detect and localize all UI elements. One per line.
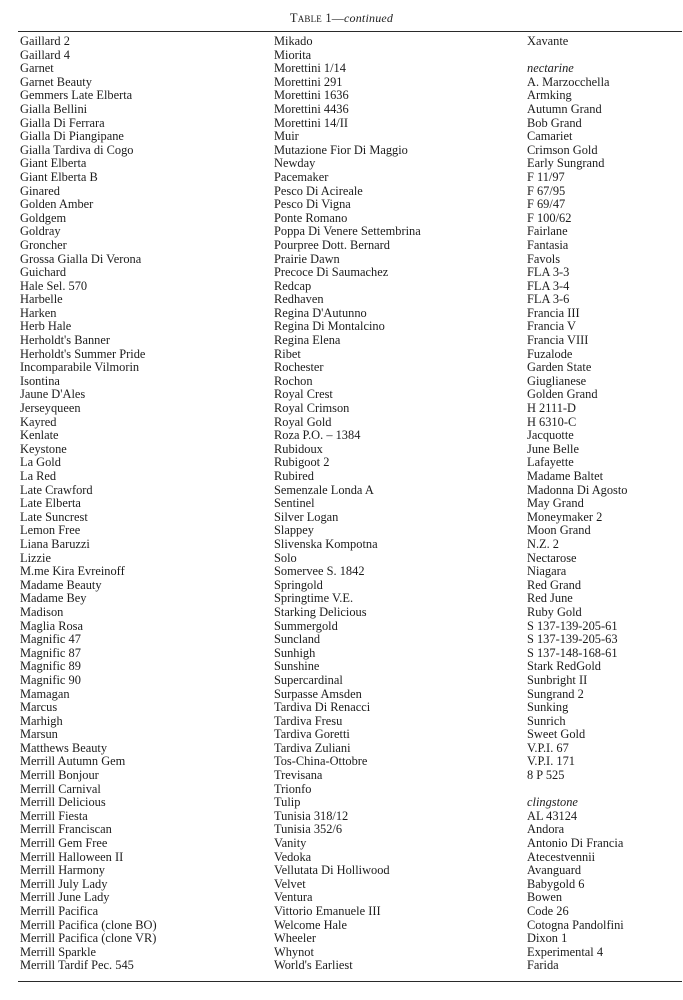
variety-name: Starking Delicious [274,604,367,619]
variety-name: Rochon [274,373,313,388]
row-gap [527,783,628,797]
variety-name: Mutazione Fior Di Maggio [274,142,408,157]
variety-name: Ponte Romano [274,210,348,225]
variety-name: Rubigoot 2 [274,455,330,470]
variety-name: Morettini 1636 [274,88,349,103]
variety-name: Merrill Franciscan [20,822,112,837]
variety-name: Red Grand [527,577,582,592]
variety-name: Francia VIII [527,333,589,348]
variety-name: Suncland [274,632,321,647]
variety-name: Rochester [274,360,324,375]
variety-name: Groncher [20,237,67,252]
variety-name: Pesco Di Acireale [274,183,363,198]
variety-name: Xavante [527,34,569,48]
variety-name: Gaillard 4 [20,47,70,62]
variety-name: S 137-148-168-61 [527,645,618,660]
variety-name: Gemmers Late Elberta [20,88,133,103]
variety-name: Herholdt's Banner [20,333,110,348]
variety-name: Niagara [527,564,567,579]
variety-name: Pourpree Dott. Bernard [274,237,390,252]
variety-name: Jacquotte [527,428,574,443]
variety-name: H 2111-D [527,401,576,416]
variety-name: Liana Baruzzi [20,536,90,551]
variety-name: Fairlane [527,224,568,239]
variety-name: H 6310-C [527,414,577,429]
variety-name: Morettini 4436 [274,101,349,116]
variety-name: Francia V [527,319,576,334]
variety-name: Goldray [20,224,61,239]
variety-name: Supercardinal [274,672,343,687]
variety-name: Solo [274,550,297,565]
variety-name: Sunshine [274,659,320,674]
variety-name: Tardiva Fresu [274,713,343,728]
variety-name: Fantasia [527,237,569,252]
variety-name: Merrill Tardif Pec. 545 [20,958,134,973]
variety-name: F 100/62 [527,210,572,225]
variety-name: Late Crawford [20,482,93,497]
variety-name: Babygold 6 [527,876,585,891]
variety-name: Pacemaker [274,169,329,184]
variety-name: Tulip [274,795,301,810]
variety-name: Madame Baltet [527,469,604,483]
variety-name: La Red [20,469,57,483]
variety-name: Guichard [20,265,67,280]
bottom-rule [18,981,682,982]
variety-name: Incomparabile Vilmorin [20,360,140,375]
variety-name: Matthews Beauty [20,740,108,755]
caption-dash: — [331,11,344,25]
variety-name: Magnific 90 [20,672,81,687]
variety-name: Regina Di Montalcino [274,319,385,334]
continued-label: continued [344,11,394,25]
variety-name: Merrill Halloween II [20,849,124,864]
variety-name: Garden State [527,360,592,375]
variety-name: Tunisia 352/6 [274,822,343,837]
variety-name: Madison [20,604,64,619]
variety-name: Bob Grand [527,115,582,130]
variety-name: Silver Logan [274,509,339,524]
variety-name: F 11/97 [527,169,565,184]
variety-name: Late Suncrest [20,509,88,524]
variety-name: A. Marzocchella [527,74,610,89]
variety-name: Autumn Grand [527,101,602,116]
variety-name: Royal Crimson [274,401,350,416]
variety-name: FLA 3-6 [527,292,570,307]
variety-name: Giant Elberta B [20,169,98,184]
variety-name: Redhaven [274,292,324,307]
variety-name: Merrill Pacifica [20,904,99,918]
column-2 [274,35,421,973]
variety-name: Surpasse Amsden [274,686,362,701]
variety-name: Madame Bey [20,591,87,606]
variety-name: Mamagan [20,686,70,701]
variety-name: Herholdt's Summer Pride [20,346,146,361]
variety-name: Madonna Di Agosto [527,482,628,497]
variety-name: Redcap [274,278,312,293]
variety-name: Regina Elena [274,333,341,348]
variety-name: Newday [274,156,316,171]
variety-name: Morettini 291 [274,74,343,89]
variety-name: Garnet Beauty [20,74,92,89]
variety-name: Tardiva Zuliani [274,740,351,755]
variety-name: Royal Gold [274,414,332,429]
variety-name: Pesco Di Vigna [274,197,351,212]
variety-name: June Belle [527,441,579,456]
section-heading-nectarine: nectarine [527,61,574,76]
variety-name: Semenzale Londa A [274,482,374,497]
variety-name: Roza P.O. – 1384 [274,428,361,443]
variety-name: Herb Hale [20,319,72,334]
variety-name: Hale Sel. 570 [20,278,88,293]
variety-name: Garnet [20,61,54,76]
variety-name: Vellutata Di Holliwood [274,863,390,878]
variety-name: Slivenska Kompotna [274,536,378,551]
variety-name: Francia III [527,305,580,320]
variety-name: Morettini 14/II [274,115,348,130]
variety-name: Wheeler [274,931,316,946]
variety-name: Tardiva Goretti [274,727,350,742]
variety-name: Harken [20,305,57,320]
variety-name: 8 P 525 [527,768,565,783]
variety-name: Merrill Pacifica (clone VR) [20,931,157,946]
variety-name: Moneymaker 2 [527,509,603,524]
variety-name: Prairie Dawn [274,251,340,266]
variety-name: Crimson Gold [527,142,598,157]
variety-name: Welcome Hale [274,917,347,932]
variety-name: Slappey [274,523,314,538]
variety-name: May Grand [527,496,584,511]
variety-name: Grossa Gialla Di Verona [20,251,142,266]
variety-name: S 137-139-205-61 [527,618,618,633]
section-heading-clingstone: clingstone [527,795,578,810]
variety-name: Stark RedGold [527,659,601,674]
variety-name: Sentinel [274,496,315,511]
table-label: Table 1 [289,11,332,25]
variety-name: Muir [274,129,299,144]
variety-name: Merrill Fiesta [20,808,88,823]
variety-name: Regina D'Autunno [274,305,367,320]
variety-name: M.me Kira Evreinoff [20,564,125,579]
variety-name: Moon Grand [527,523,591,538]
variety-name: Sweet Gold [527,727,586,742]
variety-name: Marcus [20,700,58,715]
variety-name: Golden Amber [20,197,94,212]
variety-name: World's Earliest [274,958,353,973]
variety-name: F 67/95 [527,183,566,198]
variety-name: Magnific 87 [20,645,81,660]
variety-name: Giuglianese [527,373,587,388]
variety-name: Merrill Sparkle [20,944,97,959]
variety-name: Sunrich [527,713,566,728]
variety-name: Vanity [274,836,307,851]
variety-name: Cotogna Pandolfini [527,917,624,932]
variety-name: Vedoka [274,849,312,864]
variety-name: F 69/47 [527,197,566,212]
variety-name: Late Elberta [20,496,81,511]
variety-name: V.P.I. 171 [527,754,575,769]
variety-name: Springold [274,577,323,592]
variety-name: Lizzie [20,550,51,565]
variety-name: Atecestvennii [527,849,596,864]
variety-name: Mikado [274,34,313,48]
variety-name: Farida [527,958,559,973]
variety-name: Code 26 [527,904,569,918]
variety-name: Summergold [274,618,338,633]
variety-name: La Gold [20,455,61,470]
variety-name: Precoce Di Saumachez [274,265,389,280]
variety-name: Trevisana [274,768,323,783]
variety-name: Gaillard 2 [20,34,70,48]
variety-name: Goldgem [20,210,67,225]
variety-name: Fuzalode [527,346,573,361]
variety-name: Nectarose [527,550,577,565]
variety-name: Kayred [20,414,57,429]
top-rule [18,31,682,32]
variety-name: Dixon 1 [527,931,568,946]
variety-name: Marhigh [20,713,63,728]
variety-name: Vittorio Emanuele III [274,904,381,918]
column-3 [527,35,628,973]
variety-name: Merrill Harmony [20,863,105,878]
variety-name: Ribet [274,346,301,361]
variety-name: Keystone [20,441,67,456]
variety-name: Maglia Rosa [20,618,83,633]
variety-name: Gialla Tardiva di Cogo [20,142,134,157]
variety-name: Gialla Di Piangipane [20,129,124,144]
variety-name: Tos-China-Ottobre [274,754,368,769]
variety-name: Jerseyqueen [20,401,81,416]
variety-name: Sunhigh [274,645,316,660]
variety-name: Sunbright II [527,672,588,687]
variety-name: Kenlate [20,428,59,443]
variety-name: Camariet [527,129,573,144]
variety-name: Sunking [527,700,569,715]
variety-name: Trionfo [274,781,312,796]
variety-name: Merrill Gem Free [20,836,108,851]
variety-name: Early Sungrand [527,156,605,171]
variety-name: Gialla Bellini [20,101,88,116]
variety-name: Rubidoux [274,441,323,456]
variety-name: AL 43124 [527,808,578,823]
variety-name: Madame Beauty [20,577,102,592]
variety-name: Bowen [527,890,563,905]
variety-name: Velvet [274,876,306,891]
variety-name: Marsun [20,727,58,742]
variety-name: Merrill Bonjour [20,768,99,783]
variety-name: V.P.I. 67 [527,740,569,755]
variety-name: Somervee S. 1842 [274,564,365,579]
variety-name: Tunisia 318/12 [274,808,349,823]
variety-name: Poppa Di Venere Settembrina [274,224,421,239]
variety-name: Ruby Gold [527,604,582,619]
variety-name: Morettini 1/14 [274,61,346,76]
variety-name: Springtime V.E. [274,591,354,606]
variety-name: S 137-139-205-63 [527,632,618,647]
variety-name: Merrill Delicious [20,795,106,810]
variety-name: FLA 3-3 [527,265,570,280]
variety-name: Favols [527,251,561,266]
variety-name: Golden Grand [527,387,598,402]
variety-name: Andora [527,822,565,837]
variety-name: Ventura [274,890,313,905]
variety-name: FLA 3-4 [527,278,570,293]
variety-name: Giant Elberta [20,156,87,171]
variety-name: Ginared [20,183,60,198]
variety-name: Merrill Carnival [20,781,101,796]
variety-name: Isontina [20,373,60,388]
variety-name: N.Z. 2 [527,536,560,551]
variety-name: Jaune D'Ales [20,387,86,402]
variety-name: Avanguard [527,863,582,878]
variety-name: Gialla Di Ferrara [20,115,105,130]
variety-name: Magnific 89 [20,659,81,674]
variety-name: Red June [527,591,573,606]
variety-name: Antonio Di Francia [527,836,624,851]
variety-name: Experimental 4 [527,944,604,959]
variety-name: Lemon Free [20,523,81,538]
variety-name: Sungrand 2 [527,686,584,701]
variety-name: Magnific 47 [20,632,81,647]
variety-name: Merrill July Lady [20,876,108,891]
variety-name: Tardiva Di Renacci [274,700,371,715]
variety-name: Armking [527,88,572,103]
variety-name: Rubired [274,469,314,483]
column-1 [20,35,157,973]
variety-name: Merrill Autumn Gem [20,754,126,769]
variety-name: Harbelle [20,292,63,307]
variety-name: Merrill Pacifica (clone BO) [20,917,157,932]
variety-name: Royal Crest [274,387,333,402]
variety-name: Merrill June Lady [20,890,110,905]
variety-name: Miorita [274,47,312,62]
row-gap [527,49,628,63]
variety-name: Whynot [274,944,314,959]
variety-name: Lafayette [527,455,574,470]
table-caption [0,11,683,26]
